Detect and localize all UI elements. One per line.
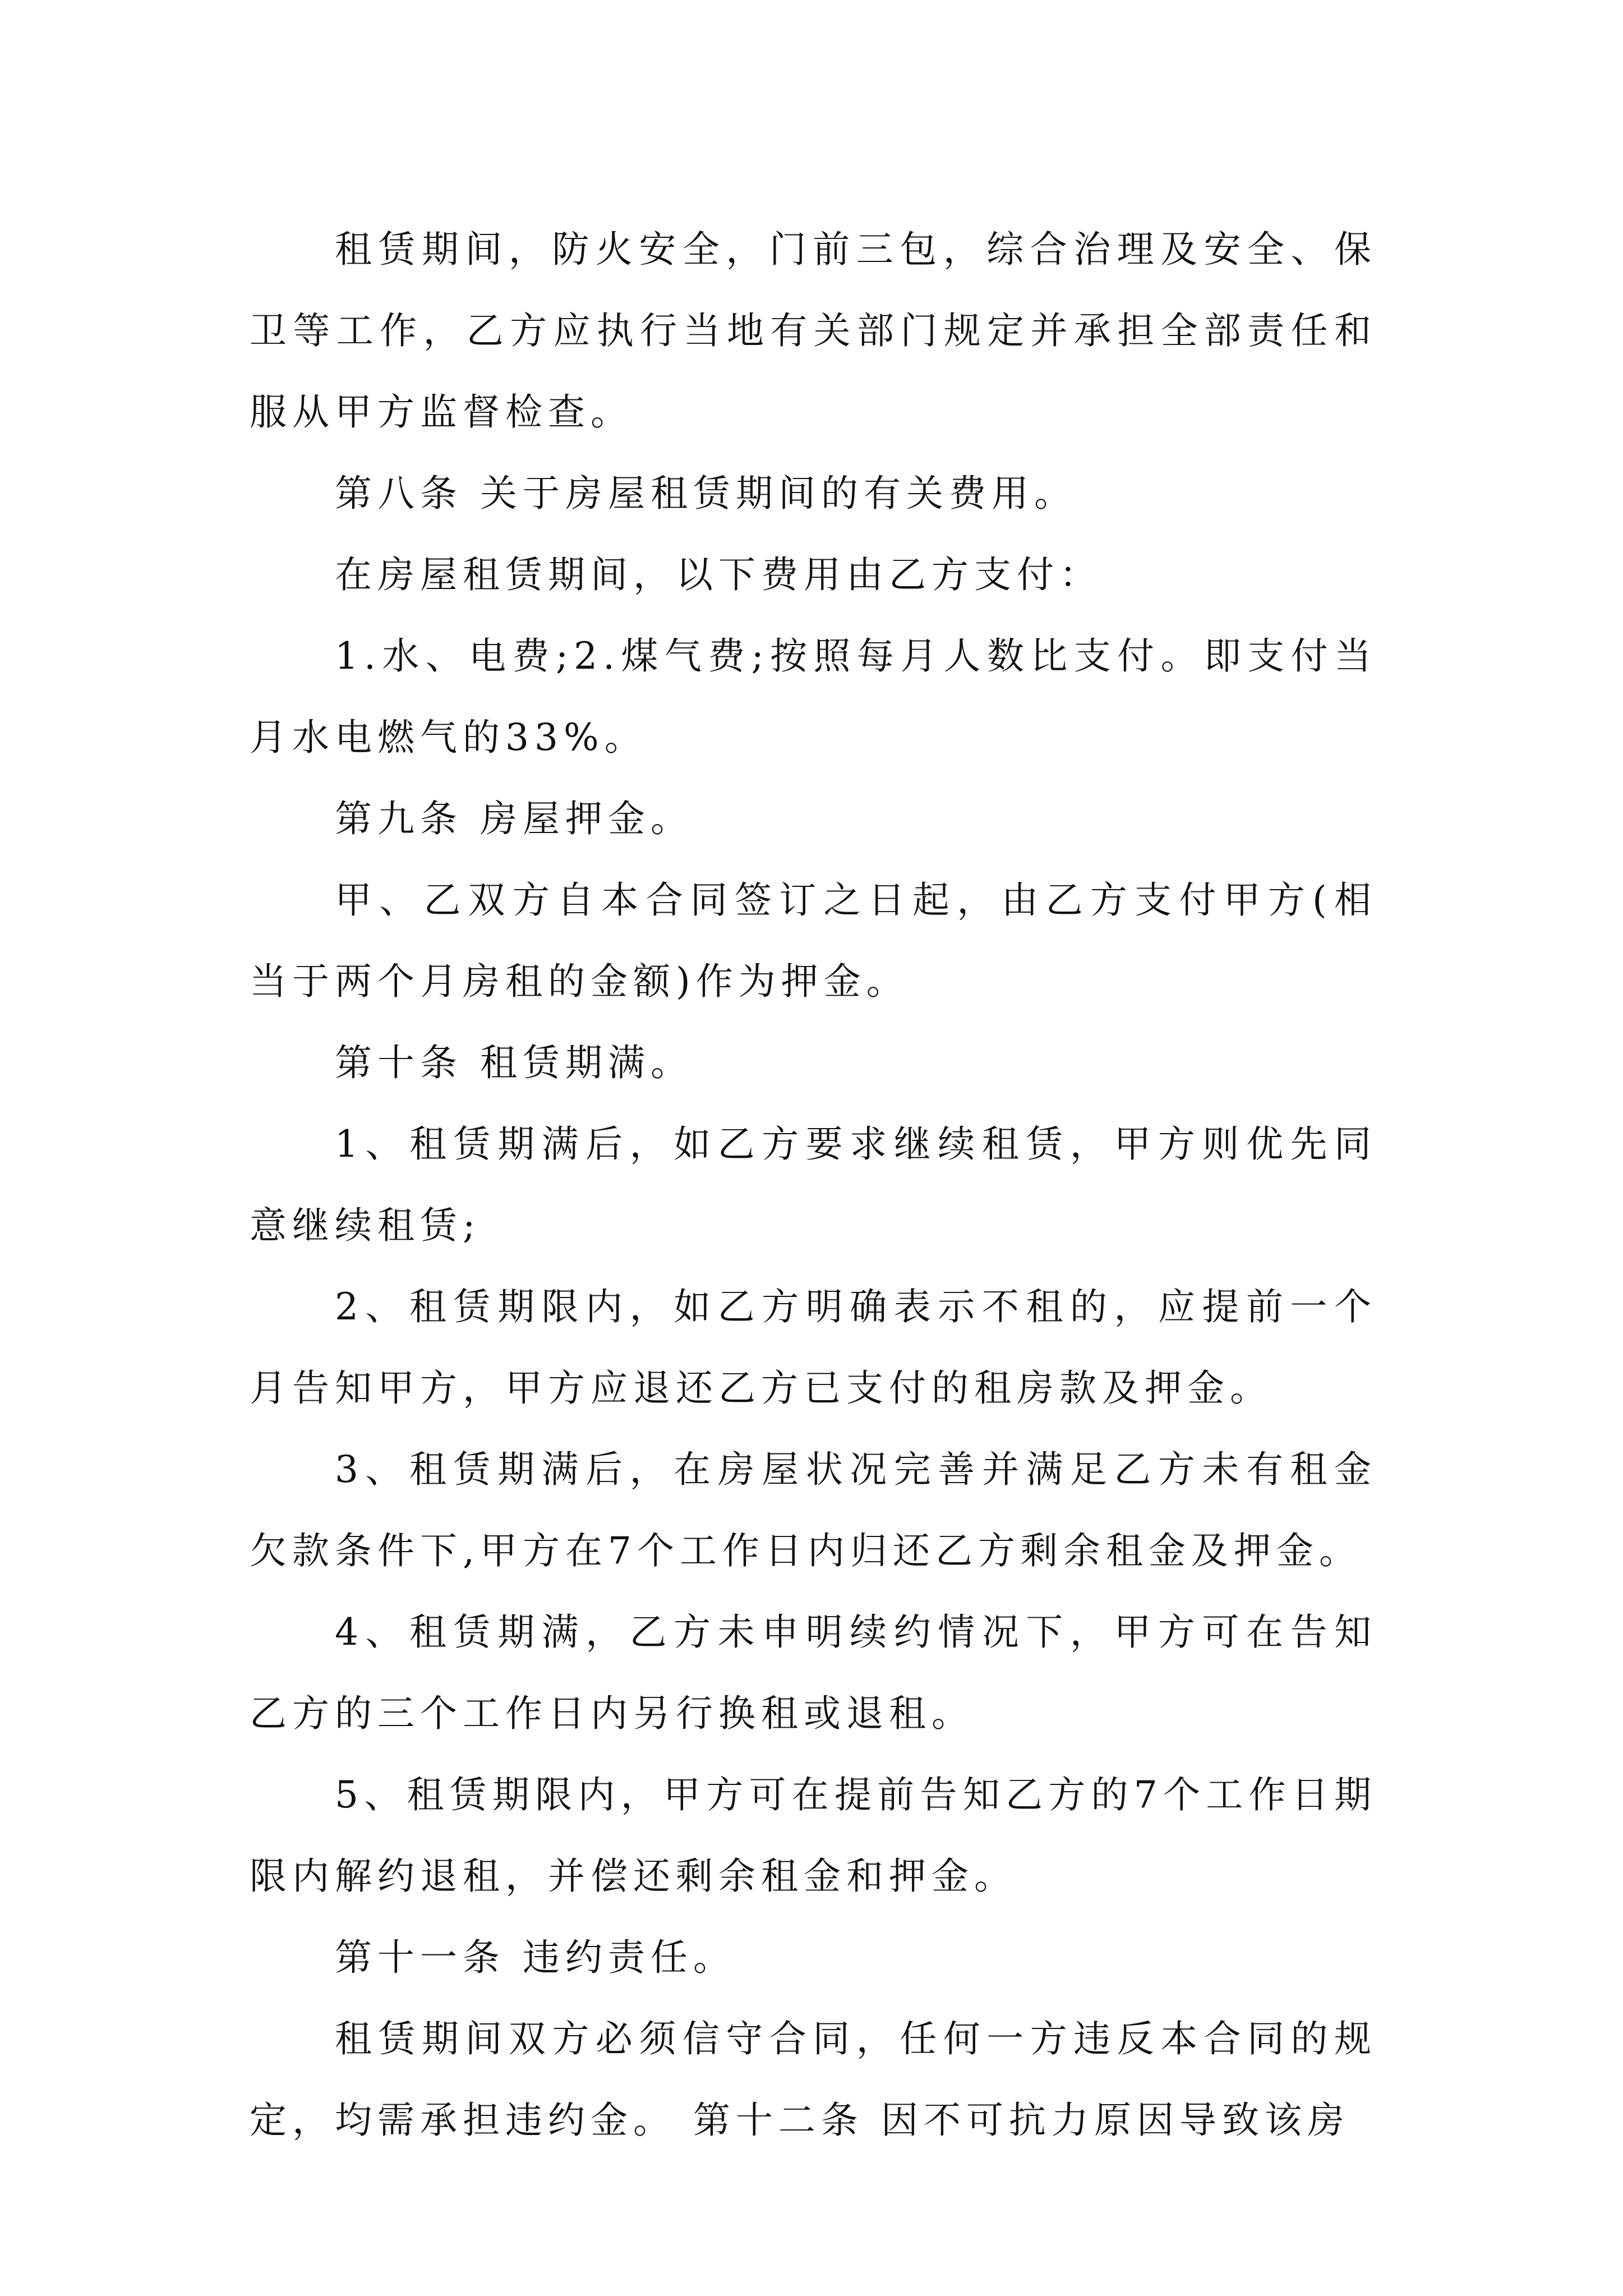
heading-article-8: 第八条 关于房屋租赁期间的有关费用。: [335, 472, 1077, 515]
paragraph-fees-intro: 在房屋租赁期间，以下费用由乙方支付：: [335, 553, 1102, 596]
paragraph-utility-fees: 1.水、电费;2.煤气费;按照每月人数比支付。即支付当月水电燃气的33%。: [250, 634, 1377, 759]
paragraph-deposit: 甲、乙双方自本合同签订之日起，由乙方支付甲方(相当于两个月房租的金额)作为押金。: [250, 878, 1377, 1003]
paragraph-term-item-4: 4、租赁期满，乙方未申明续约情况下，甲方可在告知乙方的三个工作日内另行换租或退租。: [250, 1611, 1377, 1735]
paragraph-breach: 租赁期间双方必须信守合同，任何一方违反本合同的规定，均需承担违约金。 第十二条 因不可抗力原因导致该房: [250, 2017, 1377, 2142]
paragraph-term-item-1: 1、租赁期满后，如乙方要求继续租赁，甲方则优先同意继续租赁;: [250, 1122, 1377, 1247]
document-body: [250, 209, 1377, 2161]
heading-article-10: 第十条 租赁期满。: [335, 1041, 693, 1084]
paragraph-fire-safety: 租赁期间，防火安全，门前三包，综合治理及安全、保卫等工作，乙方应执行当地有关部门规定并承担全部责任和服从甲方监督检查。: [250, 228, 1377, 434]
heading-article-11: 第十一条 违约责任。: [335, 1936, 736, 1979]
paragraph-term-item-5: 5、租赁期限内，甲方可在提前告知乙方的7个工作日期限内解约退租，并偿还剩余租金和押金。: [250, 1773, 1377, 1898]
heading-article-9: 第九条 房屋押金。: [335, 797, 693, 840]
paragraph-term-item-2: 2、租赁期限内，如乙方明确表示不租的，应提前一个月告知甲方，甲方应退还乙方已支付的租房款及押金。: [250, 1285, 1377, 1410]
paragraph-term-item-3: 3、租赁期满后，在房屋状况完善并满足乙方未有租金欠款条件下,甲方在7个工作日内归还乙方剩余租金及押金。: [250, 1448, 1377, 1572]
